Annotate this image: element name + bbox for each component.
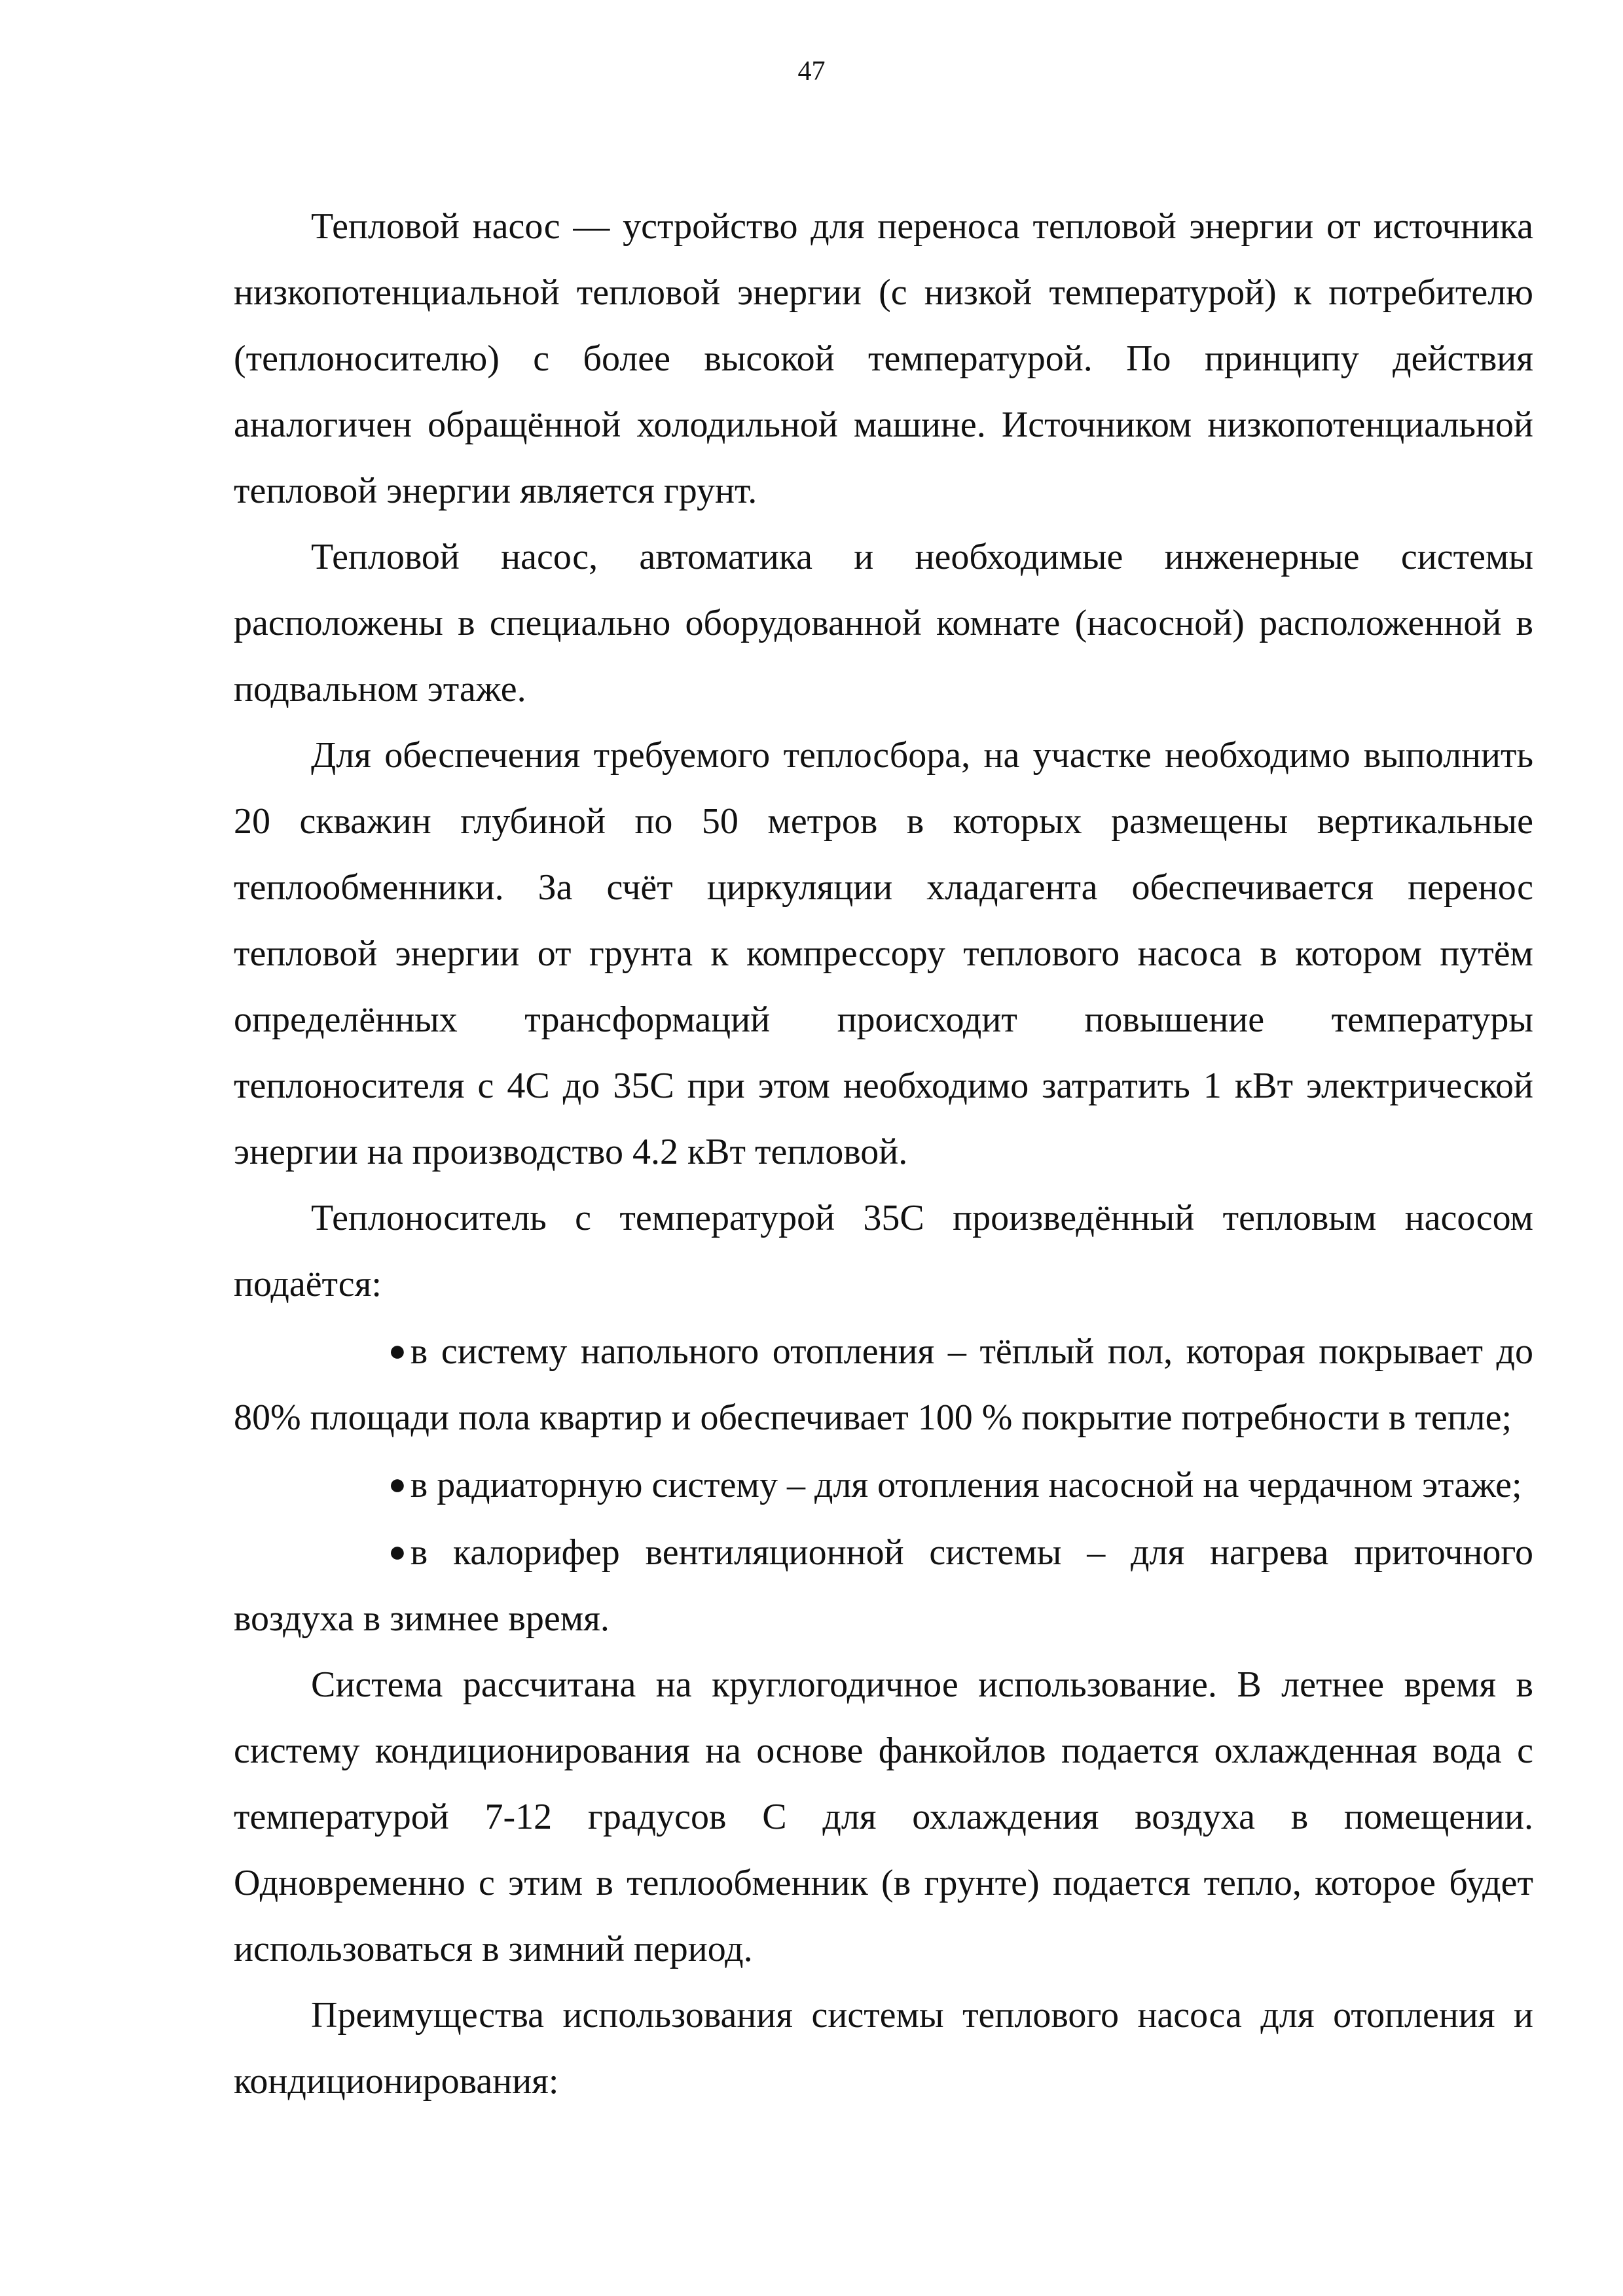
paragraph-equipment-location: Тепловой насос, автоматика и необходимые инженерные системы расположены в специально оборудованной комнате (насосной) расположенной в подвальном этаже. [234,537,1533,709]
paragraph-advantages-intro: Преимущества использования системы теплового насоса для отопления и кондиционирования: [234,1995,1533,2102]
document-body [234,194,1533,2115]
bullet-icon: ● [388,1467,407,1501]
paragraph-heat-pump-definition: Тепловой насос — устройство для переноса тепловой энергии от источника низкопотенциальной тепловой энергии (с низкой температурой) к потребителю (теплоносителю) с более высокой температурой. По принципу действия аналогичен обращённой холодильной машине. Источником низкопотенциальной тепловой энергии является грунт. [234,206,1533,511]
paragraph-heat-collection: Для обеспечения требуемого теплосбора, на участке необходимо выполнить 20 скважин глубиной по 50 метров в которых размещены вертикальные теплообменники. За счёт циркуляции хладагента обеспечивается перенос тепловой энергии от грунта к компрессору теплового насоса в котором путём определённых трансформаций происходит повышение температуры теплоносителя с 4С до 35С при этом необходимо затратить 1 кВт электрической энергии на производство 4.2 кВт тепловой. [234,735,1533,1172]
bullet-icon: ● [388,1334,407,1367]
paragraph-coolant-supply: Теплоноситель с температурой 35С произведённый тепловым насосом подаётся: [234,1198,1533,1304]
bullet-text: в калорифер вентиляционной системы – для нагрева приточного воздуха в зимнее время. [234,1532,1533,1639]
paragraph-year-round-use: Система рассчитана на круглогодичное использование. В летнее время в систему кондиционирования на основе фанкойлов подается охлажденная вода с температурой 7-12 градусов С для охлаждения воздуха в помещении. Одновременно с этим в теплообменник (в грунте) подается тепло, которое будет использоваться в зимний период. [234,1664,1533,1969]
bullet-item-ventilation-heater [234,1518,1533,1652]
bullet-text: в радиаторную систему – для отопления насосной на чердачном этаже; [410,1465,1522,1505]
bullet-item-floor-heating [234,1318,1533,1451]
bullet-item-radiator-system [234,1451,1533,1518]
bullet-text: в систему напольного отопления – тёплый пол, которая покрывает до 80% площади пола квартир и обеспечивает 100 % покрытие потребности в тепле; [234,1331,1533,1438]
page-number: 47 [797,56,826,86]
bullet-icon: ● [388,1535,407,1568]
